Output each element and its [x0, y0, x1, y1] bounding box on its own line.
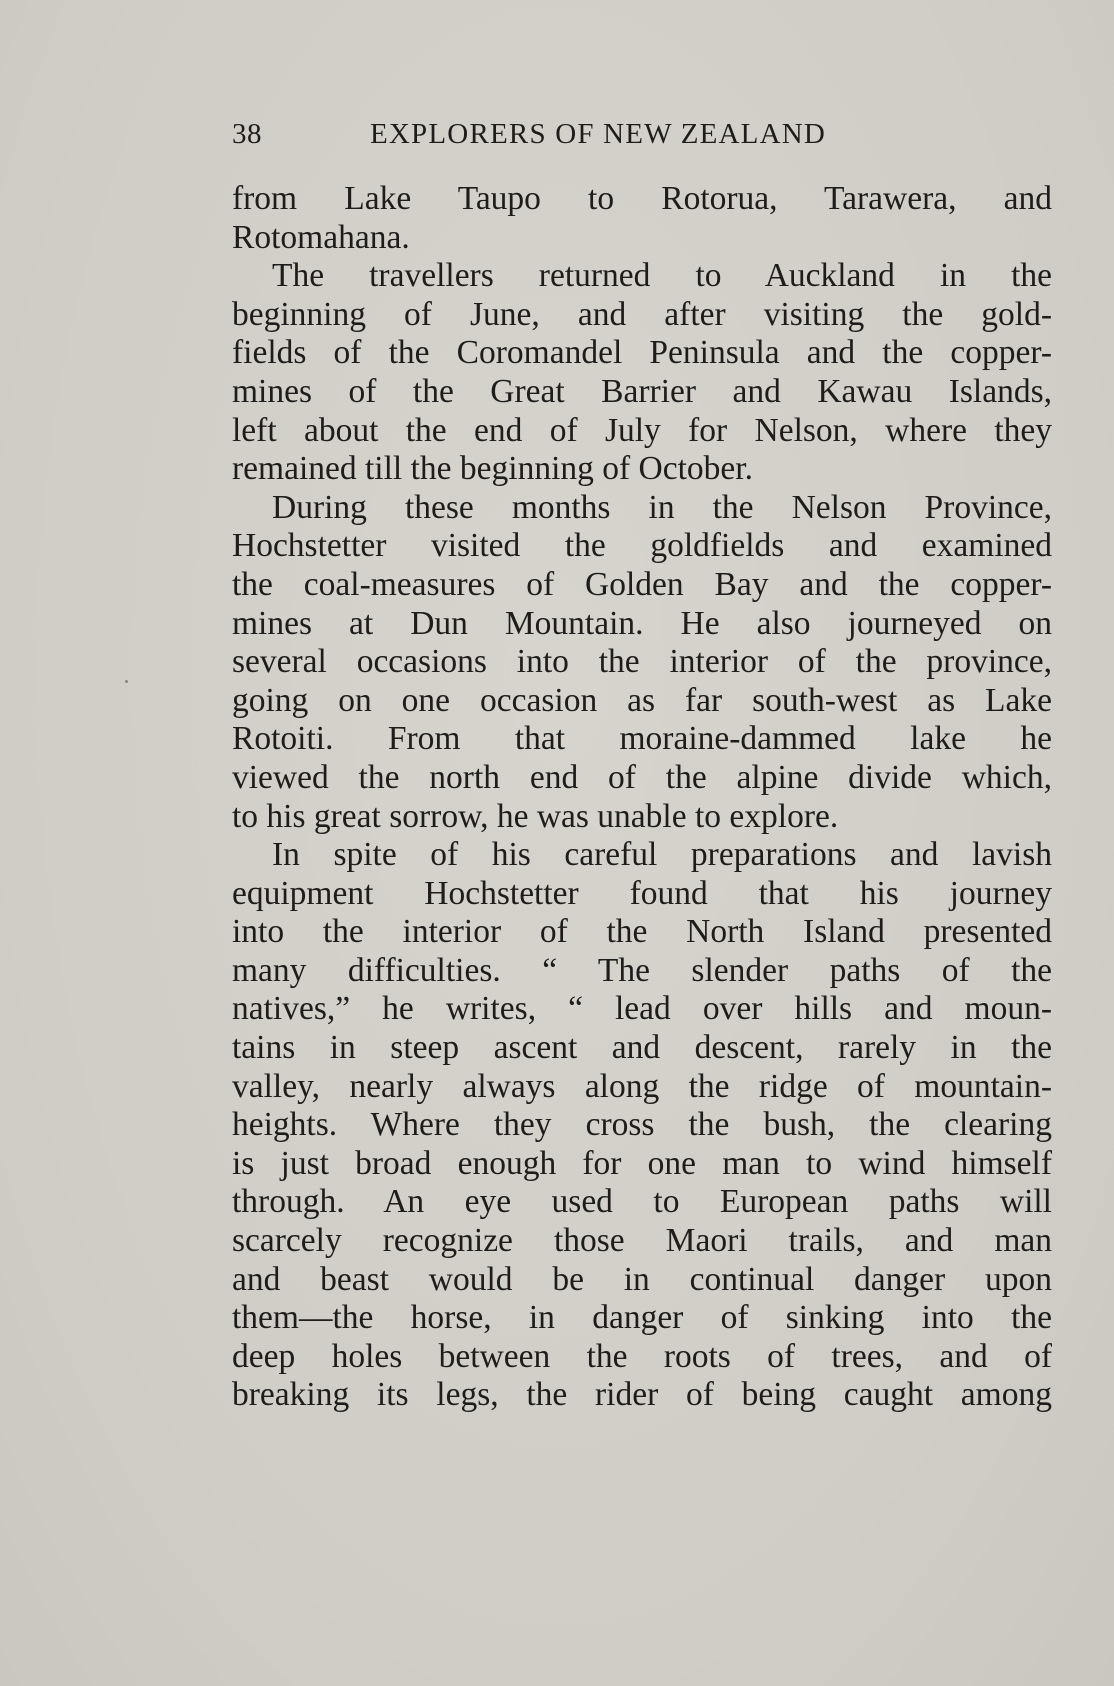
text-line: deep holes between the roots of trees, and of: [232, 1337, 1052, 1375]
paragraph-start-line: During these months in the Nelson Province,: [272, 488, 1052, 526]
text-line: is just broad enough for one man to wind himself: [232, 1144, 1052, 1182]
text-line: Hochstetter visited the goldfields and examined: [232, 527, 1052, 565]
text-line: them—the horse, in danger of sinking into the: [232, 1299, 1052, 1337]
text-line: from Lake Taupo to Rotorua, Tarawera, and: [232, 180, 1052, 217]
text-line: several occasions into the interior of the province,: [232, 643, 1052, 681]
text-line: to his great sorrow, he was unable to explore.: [232, 797, 839, 835]
text-line: breaking its legs, the rider of being caught among: [232, 1376, 1052, 1414]
text-line: scarcely recognize those Maori trails, and man: [232, 1222, 1052, 1260]
text-line: the coal-measures of Golden Bay and the copper-: [232, 565, 1052, 603]
text-line: mines at Dun Mountain. He also journeyed on: [232, 604, 1052, 642]
text-line: and beast would be in continual danger upon: [232, 1260, 1052, 1298]
page-number: 38: [232, 118, 262, 150]
paper-speck: [125, 680, 128, 683]
text-line: Rotoiti. From that moraine-dammed lake he: [232, 720, 1052, 758]
text-line: many difficulties. “ The slender paths of the: [232, 951, 1052, 989]
text-line: tains in steep ascent and descent, rarely in the: [232, 1029, 1052, 1067]
text-line: into the interior of the North Island presented: [232, 913, 1052, 951]
text-line: equipment Hochstetter found that his journey: [232, 874, 1052, 912]
text-line: remained till the beginning of October.: [232, 450, 753, 488]
text-line: through. An eye used to European paths will: [232, 1183, 1052, 1221]
page-header: [232, 118, 1052, 158]
paragraph-start-line: In spite of his careful preparations and lavish: [272, 836, 1052, 874]
text-line: fields of the Coromandel Peninsula and the copper-: [232, 334, 1052, 372]
text-line: natives,” he writes, “ lead over hills and moun-: [232, 990, 1052, 1028]
text-line: left about the end of July for Nelson, where they: [232, 411, 1052, 449]
text-line: viewed the north end of the alpine divide which,: [232, 758, 1052, 796]
text-line: Rotomahana.: [232, 218, 410, 256]
text-line: valley, nearly always along the ridge of mountain-: [232, 1067, 1052, 1105]
paragraph-start-line: The travellers returned to Auckland in the: [272, 257, 1052, 295]
text-line: heights. Where they cross the bush, the clearing: [232, 1106, 1052, 1144]
text-line: going on one occasion as far south-west as Lake: [232, 681, 1052, 719]
text-line: mines of the Great Barrier and Kawau Islands,: [232, 372, 1052, 410]
body-text: [232, 180, 1052, 1415]
text-line: beginning of June, and after visiting the gold-: [232, 295, 1052, 333]
running-head: EXPLORERS OF NEW ZEALAND: [370, 118, 827, 150]
